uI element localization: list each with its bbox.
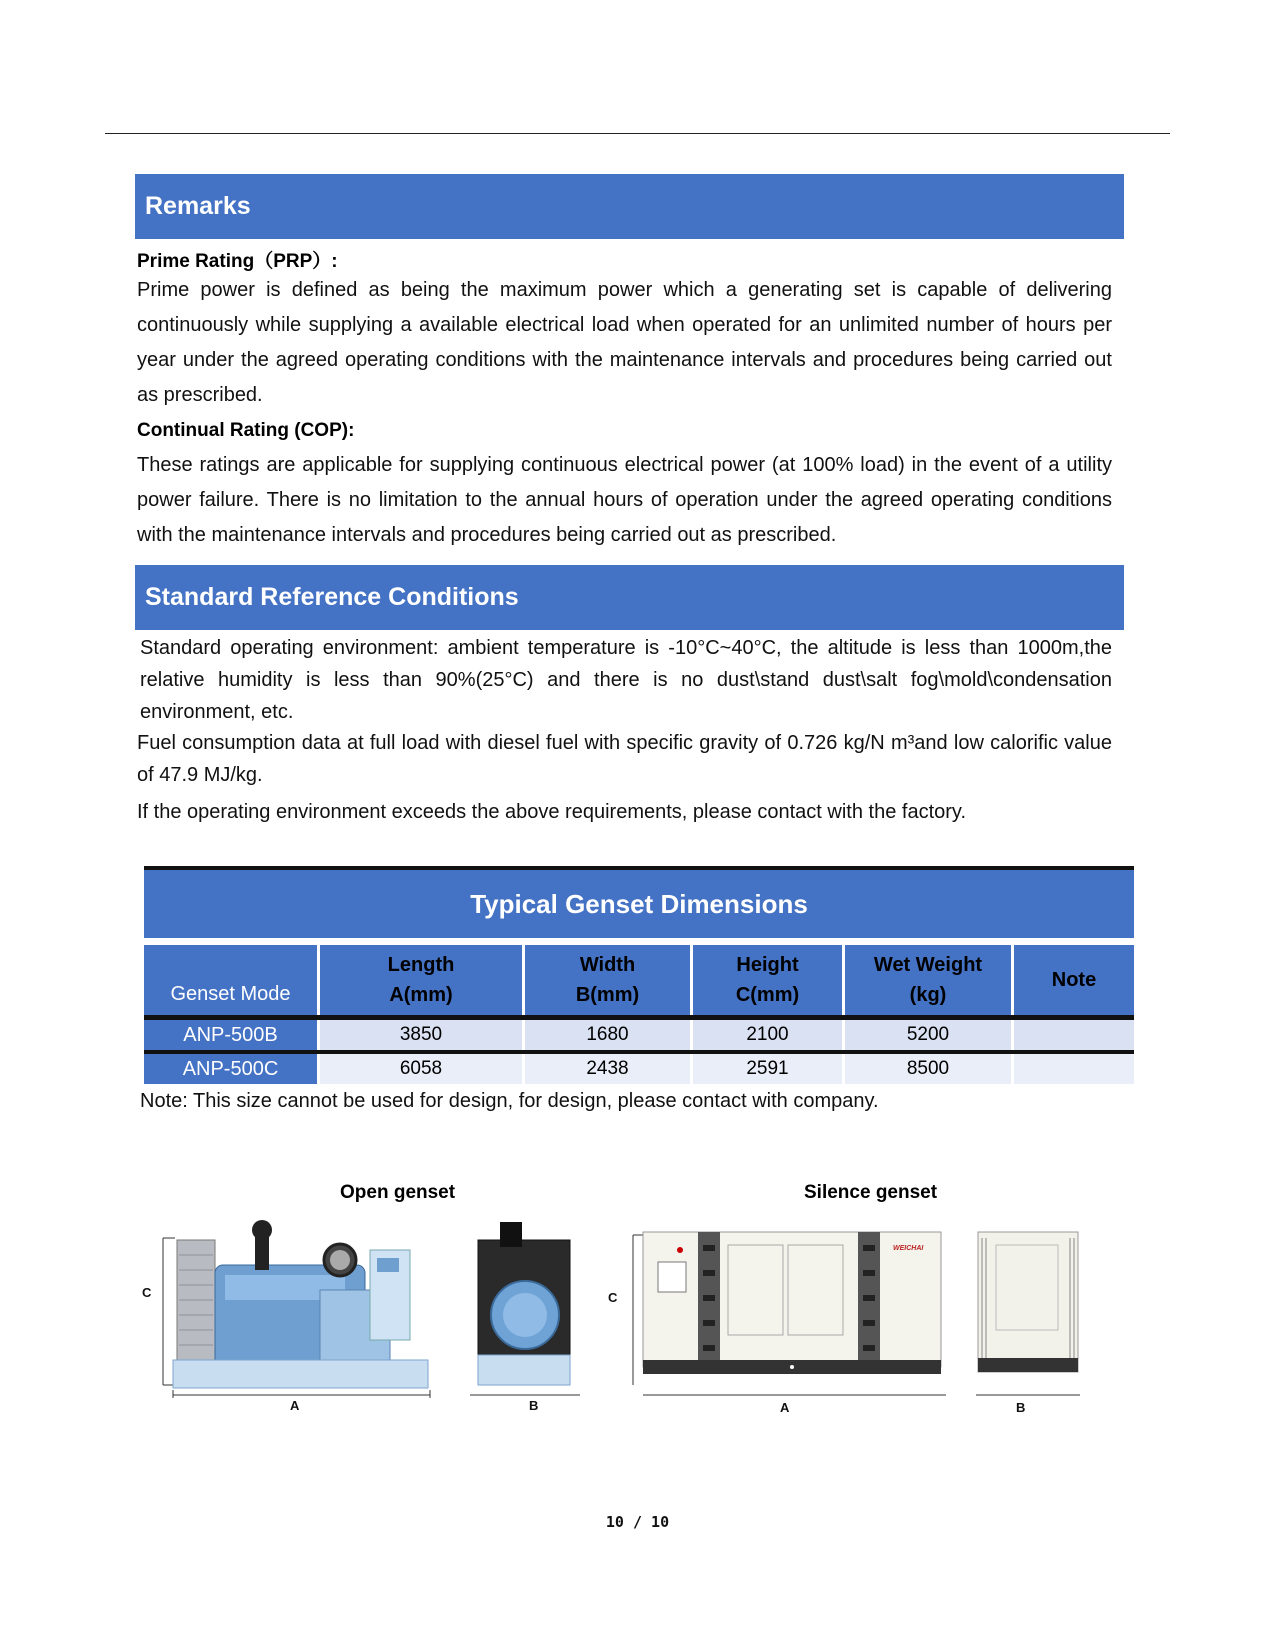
- header-height-label: Height: [736, 954, 799, 976]
- brand-logo: WEICHAI: [893, 1245, 924, 1252]
- cell-weight: 8500: [845, 1054, 1014, 1084]
- header-note-label: Note: [1051, 969, 1097, 991]
- cell-model: ANP-500B: [144, 1020, 320, 1050]
- cell-weight: 5200: [845, 1020, 1014, 1050]
- cell-note: [1014, 1054, 1134, 1084]
- header-height-unit: C(mm): [735, 984, 800, 1006]
- header-wet-weight: [845, 945, 1014, 1015]
- dimensions-title-text: Typical Genset Dimensions: [470, 888, 808, 919]
- table-row: [144, 1020, 1134, 1050]
- open-genset-end-image: [470, 1210, 585, 1400]
- dim-label-b: B: [1016, 1400, 1026, 1415]
- cell-width: 2438: [525, 1054, 693, 1084]
- silence-genset-side-image: [628, 1210, 950, 1400]
- header-length: [320, 945, 525, 1015]
- dim-label-b: B: [529, 1398, 539, 1413]
- header-weight-unit: (kg): [909, 984, 947, 1006]
- cell-height: 2591: [693, 1054, 845, 1084]
- src-title: Standard Reference Conditions: [145, 583, 519, 611]
- prime-rating-title: Prime Rating（PRP）:: [137, 251, 338, 272]
- cell-height: 2100: [693, 1020, 845, 1050]
- continual-rating-title: Continual Rating (COP):: [137, 420, 355, 441]
- header-genset-mode: [144, 945, 320, 1015]
- continual-rating-text: These ratings are applicable for supplying continuous electrical power (at 100% load) in the event of a utility power failure. There is no limitation to the annual hours of operation under the agreed operating conditions with the maintenance intervals and procedures being carried out as prescribed.: [137, 454, 1112, 546]
- dimensions-table-header: [144, 945, 1134, 1015]
- cell-length: 3850: [320, 1020, 525, 1050]
- header-width-unit: B(mm): [575, 984, 640, 1006]
- open-genset-title: Open genset: [340, 1182, 456, 1203]
- table-row: [144, 1054, 1134, 1084]
- remarks-title: Remarks: [145, 192, 251, 220]
- dim-label-c: C: [608, 1290, 618, 1305]
- dimensions-note: Note: This size cannot be used for design, for design, please contact with company.: [140, 1090, 879, 1112]
- cell-length: 6058: [320, 1054, 525, 1084]
- fuel-text: Fuel consumption data at full load with diesel fuel with specific gravity of 0.726 kg/N m³and low calorific value of 47.9 MJ/kg.: [137, 732, 1112, 786]
- header-note: [1014, 945, 1134, 1015]
- silence-genset-title: Silence genset: [804, 1182, 938, 1203]
- cell-width: 1680: [525, 1020, 693, 1050]
- header-length-label: Length: [387, 954, 455, 976]
- src-header: [135, 565, 1124, 630]
- page-number: 10 / 10: [605, 1513, 670, 1531]
- header-width: [525, 945, 693, 1015]
- dim-label-a: A: [290, 1398, 300, 1413]
- cell-model: ANP-500C: [144, 1054, 320, 1084]
- silence-genset-end-image: [968, 1210, 1083, 1400]
- dim-label-a: A: [780, 1400, 790, 1415]
- header-height: [693, 945, 845, 1015]
- cell-note: [1014, 1020, 1134, 1050]
- header-genset-mode-label: Genset Mode: [170, 983, 291, 1005]
- top-rule: [105, 133, 1170, 134]
- remarks-header: [135, 174, 1124, 239]
- header-width-label: Width: [579, 954, 636, 976]
- environment-text: Standard operating environment: ambient temperature is -10°C~40°C, the altitude is less than 1000m,the relative humidity is less than 90%(25°C) and there is no dust\stand dust\salt fog\mold\condensation environment, etc.: [140, 637, 1112, 723]
- prime-rating-text: Prime power is defined as being the maximum power which a generating set is capable of delivering continuously while supplying a available electrical load when operated for an unlimited number of hours per year under the agreed operating conditions with the maintenance intervals and procedures being carried out as prescribed.: [137, 279, 1112, 406]
- contact-text: If the operating environment exceeds the above requirements, please contact with the factory.: [137, 801, 966, 823]
- open-genset-side-image: [155, 1210, 435, 1400]
- dim-label-c: C: [142, 1285, 152, 1300]
- header-length-unit: A(mm): [389, 984, 453, 1006]
- header-weight-label: Wet Weight: [873, 954, 983, 976]
- dimensions-table-title: [144, 870, 1134, 938]
